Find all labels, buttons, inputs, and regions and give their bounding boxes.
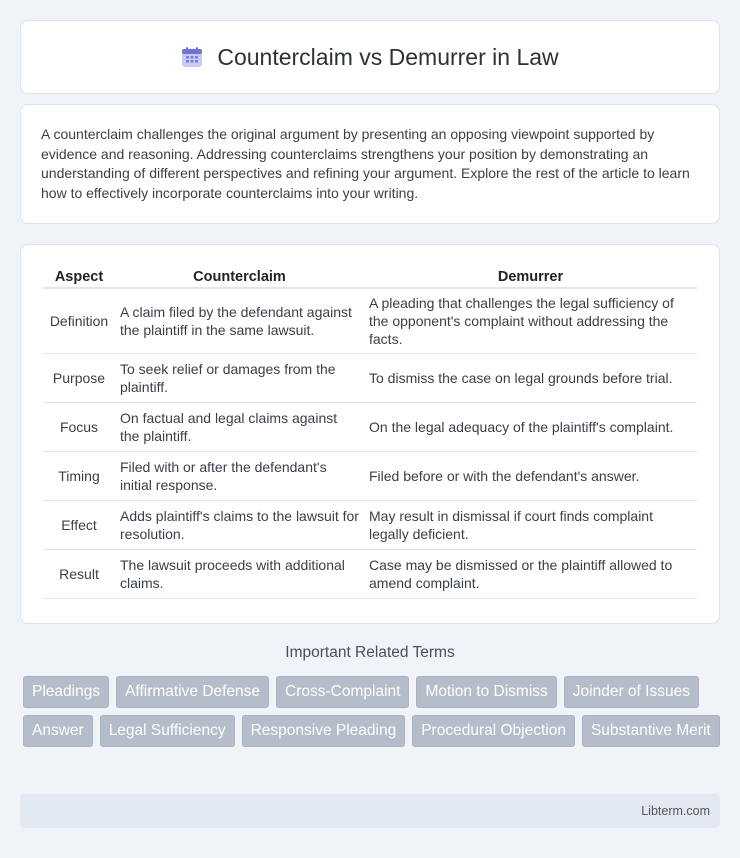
table-row (43, 289, 697, 354)
footer (20, 794, 720, 828)
tag-motion-to-dismiss[interactable]: Motion to Dismiss (416, 676, 556, 708)
tag-substantive-merit[interactable]: Substantive Merit (582, 715, 720, 747)
row-aspect: Definition (43, 289, 115, 354)
tag-legal-sufficiency[interactable]: Legal Sufficiency (100, 715, 235, 747)
table-row (43, 354, 697, 403)
related-terms-tags (23, 676, 723, 747)
row-demurrer: A pleading that challenges the legal sufficiency of the opponent's complaint without addressing the facts. (364, 289, 697, 354)
comparison-table-card (20, 244, 720, 624)
table-row (43, 452, 697, 501)
table-row (43, 501, 697, 550)
intro-card (20, 104, 720, 224)
header-demurrer: Demurrer (364, 265, 697, 289)
page-title: Counterclaim vs Demurrer in Law (217, 43, 559, 70)
row-demurrer: To dismiss the case on legal grounds before trial. (364, 354, 697, 403)
tag-affirmative-defense[interactable]: Affirmative Defense (116, 676, 269, 708)
row-counterclaim: Adds plaintiff's claims to the lawsuit for resolution. (115, 501, 364, 550)
table-row (43, 550, 697, 599)
header-counterclaim: Counterclaim (115, 265, 364, 289)
header-aspect: Aspect (43, 265, 115, 289)
row-aspect: Effect (43, 501, 115, 550)
footer-site-link[interactable]: Libterm.com (641, 804, 710, 818)
related-terms-title: Important Related Terms (285, 644, 455, 661)
calendar-icon (181, 46, 203, 68)
row-aspect: Focus (43, 403, 115, 452)
tag-pleadings[interactable]: Pleadings (23, 676, 109, 708)
comparison-table (43, 265, 697, 599)
tag-responsive-pleading[interactable]: Responsive Pleading (242, 715, 406, 747)
row-counterclaim: To seek relief or damages from the plaintiff. (115, 354, 364, 403)
row-counterclaim: On factual and legal claims against the plaintiff. (115, 403, 364, 452)
row-aspect: Timing (43, 452, 115, 501)
row-counterclaim: Filed with or after the defendant's initial response. (115, 452, 364, 501)
row-demurrer: On the legal adequacy of the plaintiff's complaint. (364, 403, 697, 452)
row-aspect: Purpose (43, 354, 115, 403)
tag-cross-complaint[interactable]: Cross-Complaint (276, 676, 409, 708)
tag-joinder-of-issues[interactable]: Joinder of Issues (564, 676, 699, 708)
row-demurrer: May result in dismissal if court finds complaint legally deficient. (364, 501, 697, 550)
table-row (43, 403, 697, 452)
header-card (20, 20, 720, 94)
row-aspect: Result (43, 550, 115, 599)
intro-text: A counterclaim challenges the original argument by presenting an opposing viewpoint supported by evidence and reasoning. Addressing counterclaims strengthens your position by demonstrating an understanding of different perspectives and refining your argument. Explore the rest of the article to learn how to effectively incorporate counterclaims into your writing. (41, 126, 690, 201)
row-counterclaim: A claim filed by the defendant against the plaintiff in the same lawsuit. (115, 289, 364, 354)
row-demurrer: Case may be dismissed or the plaintiff allowed to amend complaint. (364, 550, 697, 599)
tag-procedural-objection[interactable]: Procedural Objection (412, 715, 575, 747)
table-header-row (43, 265, 697, 289)
tag-answer[interactable]: Answer (23, 715, 93, 747)
row-counterclaim: The lawsuit proceeds with additional claims. (115, 550, 364, 599)
row-demurrer: Filed before or with the defendant's answer. (364, 452, 697, 501)
